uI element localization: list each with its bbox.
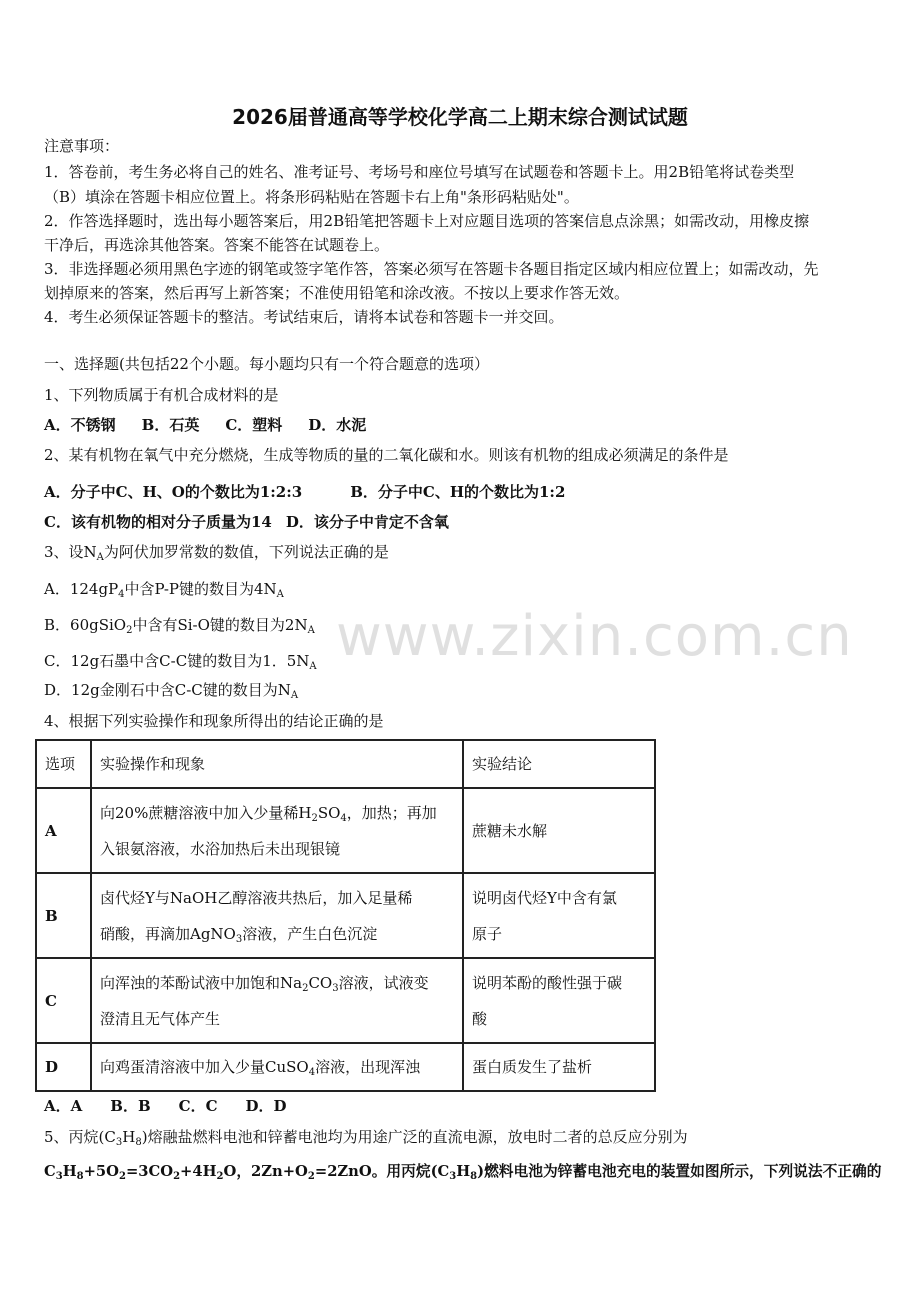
- header-operation: 实验操作和现象: [91, 740, 463, 788]
- table-header-row: [36, 740, 655, 788]
- question-5-equation: $C_3H_8+5O_2=3CO_2+4H_2O$，$2Zn+O_2=2ZnO$。用丙烷$(C_3H_8)$燃料电池为锌蓄电池充电的装置如图所示，下列说法不正确的: [44, 1163, 882, 1182]
- row-operation: 卤代烃Y与NaOH乙醇溶液共热后，加入足量稀 硝酸，再滴加AgNO$_3$溶液，产生白色沉淀: [91, 873, 463, 958]
- notice-item: 2．作答选择题时，选出每小题答案后，用2B铅笔把答题卡上对应题目选项的答案信息点涂黑；如需改动，用橡皮擦: [44, 212, 810, 230]
- table-row: [36, 958, 655, 1043]
- experiment-table: [35, 739, 656, 1092]
- table-row: [36, 873, 655, 958]
- option-d: D．12g金刚石中含C-C键的数目为$N_A$: [44, 681, 299, 701]
- question-2-options-row1: [44, 482, 565, 502]
- table-row: [36, 1043, 655, 1091]
- question-2-options-row2: [44, 512, 449, 532]
- section-heading: 一、选择题(共包括22个小题。每小题均只有一个符合题意的选项）: [44, 355, 489, 373]
- question-2-stem: 2、某有机物在氧气中充分燃烧，生成等物质的量的二氧化碳和水。则该有机物的组成必须满足的条件是: [44, 446, 729, 464]
- notice-item: 3．非选择题必须用黑色字迹的钢笔或签字笔作答，答案必须写在答题卡各题目指定区域内相应位置上；如需改动，先: [44, 260, 819, 278]
- question-1-options: [44, 415, 366, 435]
- watermark: www.zixin.com.cn: [336, 604, 853, 669]
- page-title: 2026届普通高等学校化学高二上期末综合测试试题: [232, 105, 688, 129]
- option-d: D．该分子中肯定不含氧: [285, 513, 449, 531]
- option-a: A．分子中C、H、O的个数比为1:2:3: [44, 483, 303, 501]
- option-d: D．水泥: [308, 416, 367, 434]
- header-option: 选项: [36, 740, 91, 788]
- row-conclusion: 蔗糖未水解: [463, 788, 655, 873]
- option-d: D．D: [245, 1097, 287, 1115]
- option-c: C．该有机物的相对分子质量为14: [44, 513, 272, 531]
- row-operation: 向20%蔗糖溶液中加入少量稀$H_2SO_4$，加热；再加 入银氨溶液，水浴加热后未出现银镜: [91, 788, 463, 873]
- option-b: B．60gSiO$_2$中含有Si-O键的数目为$2N_A$: [44, 616, 315, 636]
- row-conclusion: 说明卤代烃Y中含有氯 原子: [463, 873, 655, 958]
- option-c: C．12g石墨中含C-C键的数目为1．$5N_A$: [44, 652, 317, 672]
- table-row: [36, 788, 655, 873]
- question-4-options: [44, 1096, 287, 1116]
- notice-item: 干净后，再选涂其他答案。答案不能答在试题卷上。: [44, 236, 390, 254]
- row-label: C: [36, 958, 91, 1043]
- option-b: B．B: [110, 1097, 151, 1115]
- option-a: A．不锈钢: [44, 416, 116, 434]
- notice-item: 4．考生必须保证答题卡的整洁。考试结束后，请将本试卷和答题卡一并交回。: [44, 308, 564, 326]
- row-label: A: [36, 788, 91, 873]
- notice-item: 1．答卷前，考生务必将自己的姓名、准考证号、考场号和座位号填写在试题卷和答题卡上。用2B铅笔将试卷类型: [44, 163, 795, 181]
- row-operation: 向鸡蛋清溶液中加入少量CuSO$_4$溶液，出现浑浊: [91, 1043, 463, 1091]
- option-a: A．A: [44, 1097, 83, 1115]
- option-c: C．塑料: [225, 416, 283, 434]
- row-label: B: [36, 873, 91, 958]
- option-c: C．C: [178, 1097, 218, 1115]
- question-5-stem: 5、丙烷$(C_3H_8)$熔融盐燃料电池和锌蓄电池均为用途广泛的直流电源，放电时二者的总反应分别为: [44, 1128, 688, 1148]
- question-4-stem: 4、根据下列实验操作和现象所得出的结论正确的是: [44, 712, 384, 730]
- question-1-stem: 1、下列物质属于有机合成材料的是: [44, 386, 279, 404]
- option-a: A．$124gP_4$中含P-P键的数目为$4N_A$: [44, 580, 284, 600]
- header-conclusion: 实验结论: [463, 740, 655, 788]
- row-label: D: [36, 1043, 91, 1091]
- option-b: B．分子中C、H的个数比为1:2: [350, 483, 566, 501]
- row-conclusion: 蛋白质发生了盐析: [463, 1043, 655, 1091]
- notice-item: （B）填涂在答题卡相应位置上。将条形码粘贴在答题卡右上角"条形码粘贴处"。: [44, 188, 579, 206]
- option-b: B．石英: [141, 416, 200, 434]
- notice-item: 划掉原来的答案，然后再写上新答案；不准使用铅笔和涂改液。不按以上要求作答无效。: [44, 284, 630, 302]
- question-3-stem: 3、设$N_A$为阿伏加罗常数的数值，下列说法正确的是: [44, 543, 389, 563]
- row-conclusion: 说明苯酚的酸性强于碳 酸: [463, 958, 655, 1043]
- notice-heading: 注意事项：: [44, 137, 120, 155]
- row-operation: 向浑浊的苯酚试液中加饱和$Na_2CO_3$溶液，试液变 澄清且无气体产生: [91, 958, 463, 1043]
